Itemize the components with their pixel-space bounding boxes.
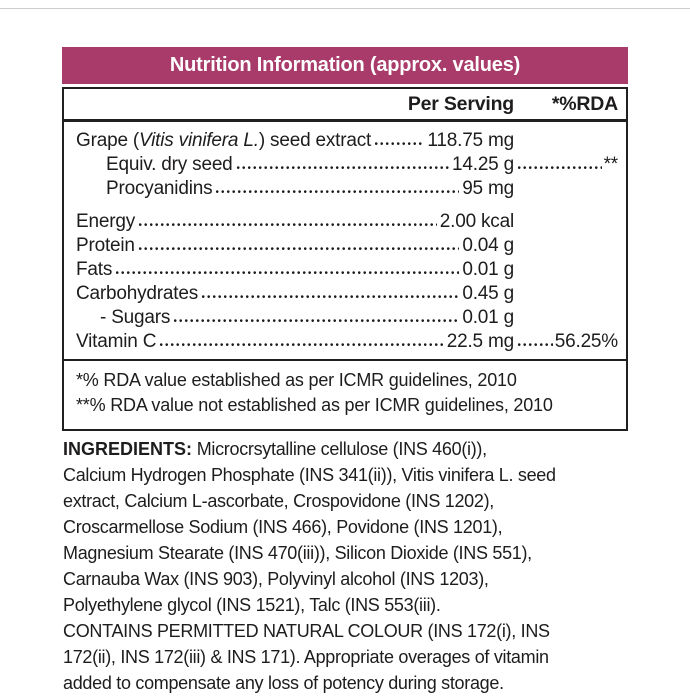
nutrition-title: Nutrition Information (approx. values) (169, 54, 521, 76)
ingredients-section (63, 436, 629, 696)
row-rda (514, 330, 618, 354)
row-label: Vitamin C (76, 331, 157, 352)
dot-leader (215, 189, 459, 194)
ingredients-line: extract, Calcium L-ascorbate, Crospovidone (INS 1202), (63, 491, 494, 511)
row-value: 14.25 g (452, 154, 514, 175)
row-label: Energy (76, 211, 136, 232)
nutrition-table (62, 87, 628, 431)
ingredients-text: Microcrsytalline cellulose (INS 460(i)), (192, 439, 487, 459)
nutrition-title-bar (62, 47, 628, 84)
dot-leader (374, 141, 424, 146)
ingredients-heading: INGREDIENTS: (63, 439, 193, 459)
row-label: - Sugars (100, 307, 171, 328)
row-label-text: Grape ( (76, 130, 140, 151)
dot-leader (173, 318, 459, 323)
column-rda: *%RDA (551, 93, 618, 115)
dot-leader (115, 270, 459, 275)
rda-value: 56.25% (554, 331, 618, 352)
rda-value: ** (603, 154, 618, 175)
ingredients-line (63, 436, 629, 462)
row-label: Carbohydrates (76, 283, 199, 304)
nutrition-label (62, 47, 628, 431)
footnote-rda-established: *% RDA value established as per ICMR guidelines, 2010 (76, 370, 517, 390)
table-row-protein (76, 234, 618, 258)
row-label: Equiv. dry seed (106, 154, 233, 175)
row-label (76, 129, 371, 153)
row-label: Procyanidins (106, 178, 213, 199)
table-row-procyanidins (76, 177, 618, 201)
nutrient-rows (64, 122, 626, 359)
row-value: 0.04 g (462, 235, 514, 256)
table-row-equiv-dry-seed (76, 153, 618, 177)
dot-leader (159, 342, 444, 347)
row-label-italic: Vitis vinifera L. (139, 130, 259, 151)
column-header-row (64, 89, 626, 122)
table-row-vitamin-c (76, 330, 618, 354)
row-value: 0.01 g (462, 307, 514, 328)
ingredients-line: Polyethylene glycol (INS 1521), Talc (INS 553(iii). (63, 595, 441, 615)
table-row-grape-seed-extract (76, 129, 618, 153)
dot-leader (236, 165, 449, 170)
ingredients-line: CONTAINS PERMITTED NATURAL COLOUR (INS 172(i), INS (63, 621, 550, 641)
table-row-carbohydrates (76, 282, 618, 306)
row-value: 0.01 g (462, 259, 514, 280)
dot-leader (138, 222, 437, 227)
row-value: 2.00 kcal (439, 211, 514, 232)
dot-leader (201, 294, 459, 299)
footnote-rda-not-established: **% RDA value not established as per ICMR guidelines, 2010 (76, 395, 553, 415)
ingredients-line: Magnesium Stearate (INS 470(iii)), Silicon Dioxide (INS 551), (63, 543, 532, 563)
ingredients-line: added to compensate any loss of potency during storage. (63, 673, 504, 693)
ingredients-line: Calcium Hydrogen Phosphate (INS 341(ii)), Vitis vinifera L. seed (63, 465, 556, 485)
ingredients-line: 172(ii), INS 172(iii) & INS 171). Appropriate overages of vitamin (63, 647, 549, 667)
table-row-sugars (76, 306, 618, 330)
row-value: 0.45 g (462, 283, 514, 304)
dot-leader (517, 165, 602, 170)
row-label-text: ) seed extract (258, 130, 372, 151)
column-per-serving: Per Serving (407, 93, 514, 115)
row-label: Protein (76, 235, 135, 256)
row-value: 118.75 mg (427, 130, 514, 151)
row-rda (514, 153, 618, 177)
table-row-energy (76, 210, 618, 234)
ingredients-line: Carnauba Wax (INS 903), Polyvinyl alcohol (INS 1203), (63, 569, 489, 589)
dot-leader (517, 342, 553, 347)
row-value: 22.5 mg (446, 331, 514, 352)
table-row-fats (76, 258, 618, 282)
dot-leader (138, 246, 460, 251)
row-label: Fats (76, 259, 113, 280)
ingredients-line: Croscarmellose Sodium (INS 466), Povidone (INS 1201), (63, 517, 503, 537)
rda-footnotes (64, 359, 626, 429)
row-value: 95 mg (462, 178, 514, 199)
top-divider (0, 8, 690, 9)
